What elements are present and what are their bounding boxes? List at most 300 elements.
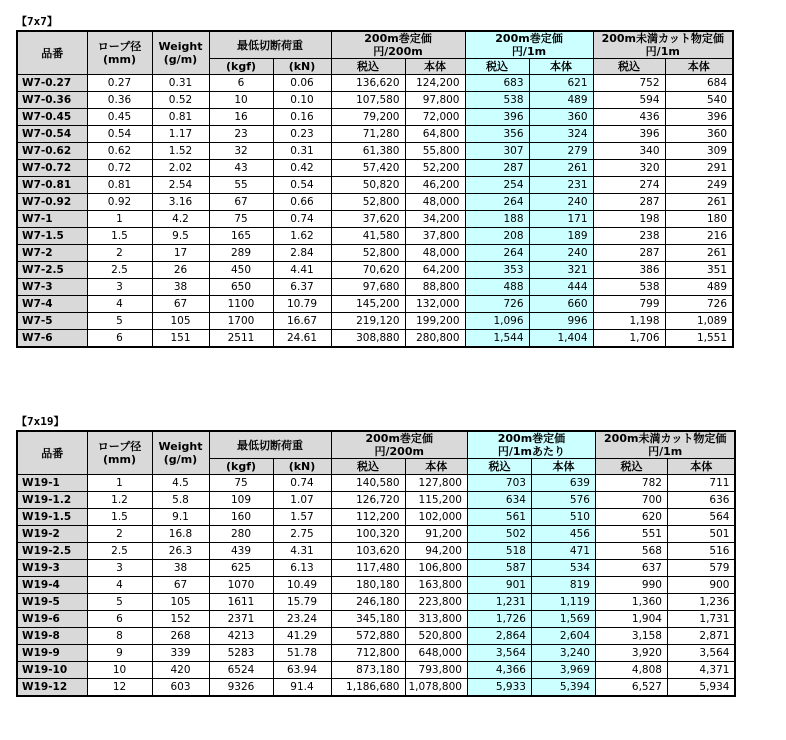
header-tax-in: 税込 bbox=[595, 459, 667, 475]
header-diameter: ロープ径 (mm) bbox=[87, 31, 152, 75]
cell-diameter: 12 bbox=[87, 679, 152, 697]
cell-cut-base: 360 bbox=[665, 126, 733, 143]
cell-cut-tax-in: 799 bbox=[593, 296, 665, 313]
cell-cut-base: 261 bbox=[665, 245, 733, 262]
cell-per-m-tax-in: 587 bbox=[467, 560, 531, 577]
cell-200m-tax-in: 100,320 bbox=[331, 526, 405, 543]
table-row bbox=[17, 628, 735, 645]
cell-weight: 1.52 bbox=[152, 143, 209, 160]
cell-cut-tax-in: 198 bbox=[593, 211, 665, 228]
header-weight: Weight (g/m) bbox=[152, 31, 209, 75]
cell-kn: 0.74 bbox=[273, 211, 331, 228]
cell-weight: 38 bbox=[152, 560, 209, 577]
cell-per-m-base: 279 bbox=[529, 143, 593, 160]
header-tax-in: 税込 bbox=[331, 459, 405, 475]
cell-per-m-tax-in: 287 bbox=[465, 160, 529, 177]
cell-per-m-base: 360 bbox=[529, 109, 593, 126]
cell-per-m-tax-in: 901 bbox=[467, 577, 531, 594]
cell-weight: 268 bbox=[152, 628, 209, 645]
cell-cut-tax-in: 386 bbox=[593, 262, 665, 279]
cell-200m-base: 64,800 bbox=[405, 126, 465, 143]
cell-200m-base: 520,800 bbox=[405, 628, 467, 645]
cell-diameter: 1 bbox=[87, 475, 152, 492]
cell-200m-base: 64,200 bbox=[405, 262, 465, 279]
cell-200m-base: 163,800 bbox=[405, 577, 467, 594]
cell-code: W7-2 bbox=[17, 245, 87, 262]
header-per-meter-price: 200m巻定価 円/1m bbox=[465, 31, 593, 59]
cell-200m-tax-in: 873,180 bbox=[331, 662, 405, 679]
table-row bbox=[17, 509, 735, 526]
cell-cut-tax-in: 6,527 bbox=[595, 679, 667, 697]
cell-kgf: 32 bbox=[209, 143, 273, 160]
cell-200m-base: 97,800 bbox=[405, 92, 465, 109]
cell-kgf: 625 bbox=[209, 560, 273, 577]
cell-200m-base: 52,200 bbox=[405, 160, 465, 177]
cell-code: W19-6 bbox=[17, 611, 87, 628]
cell-kgf: 650 bbox=[209, 279, 273, 296]
cell-cut-base: 5,934 bbox=[667, 679, 735, 697]
cell-diameter: 8 bbox=[87, 628, 152, 645]
header-tax-in: 税込 bbox=[593, 59, 665, 75]
cell-diameter: 2.5 bbox=[87, 262, 152, 279]
cell-per-m-tax-in: 264 bbox=[465, 245, 529, 262]
cell-kn: 0.66 bbox=[273, 194, 331, 211]
cell-diameter: 5 bbox=[87, 313, 152, 330]
cell-cut-tax-in: 1,198 bbox=[593, 313, 665, 330]
header-kn: (kN) bbox=[273, 59, 331, 75]
cell-200m-base: 46,200 bbox=[405, 177, 465, 194]
cell-weight: 603 bbox=[152, 679, 209, 697]
cell-cut-base: 564 bbox=[667, 509, 735, 526]
cell-kn: 0.31 bbox=[273, 143, 331, 160]
cell-weight: 26.3 bbox=[152, 543, 209, 560]
cell-per-m-base: 489 bbox=[529, 92, 593, 109]
table-row bbox=[17, 662, 735, 679]
cell-200m-base: 34,200 bbox=[405, 211, 465, 228]
cell-200m-tax-in: 712,800 bbox=[331, 645, 405, 662]
header-code: 品番 bbox=[17, 31, 87, 75]
table-row bbox=[17, 262, 733, 279]
cell-cut-tax-in: 1,706 bbox=[593, 330, 665, 348]
cell-kn: 4.31 bbox=[273, 543, 331, 560]
cell-diameter: 10 bbox=[87, 662, 152, 679]
cell-kgf: 289 bbox=[209, 245, 273, 262]
cell-200m-tax-in: 308,880 bbox=[331, 330, 405, 348]
cell-per-m-base: 510 bbox=[531, 509, 595, 526]
cell-kgf: 1070 bbox=[209, 577, 273, 594]
header-base: 本体 bbox=[405, 59, 465, 75]
cell-kn: 24.61 bbox=[273, 330, 331, 348]
cell-code: W7-0.62 bbox=[17, 143, 87, 160]
cell-diameter: 0.81 bbox=[87, 177, 152, 194]
cell-cut-tax-in: 594 bbox=[593, 92, 665, 109]
cell-code: W7-3 bbox=[17, 279, 87, 296]
header-200m-price: 200m巻定価 円/200m bbox=[331, 431, 467, 459]
cell-kn: 2.75 bbox=[273, 526, 331, 543]
header-base: 本体 bbox=[531, 459, 595, 475]
cell-200m-tax-in: 61,380 bbox=[331, 143, 405, 160]
table-row bbox=[17, 475, 735, 492]
header-tax-in: 税込 bbox=[467, 459, 531, 475]
cell-diameter: 1.5 bbox=[87, 509, 152, 526]
table-row bbox=[17, 679, 735, 697]
cell-per-m-base: 240 bbox=[529, 194, 593, 211]
cell-cut-base: 684 bbox=[665, 75, 733, 92]
cell-code: W19-1.5 bbox=[17, 509, 87, 526]
cell-per-m-tax-in: 1,726 bbox=[467, 611, 531, 628]
header-base: 本体 bbox=[667, 459, 735, 475]
cell-weight: 5.8 bbox=[152, 492, 209, 509]
cell-200m-base: 48,000 bbox=[405, 194, 465, 211]
cell-kgf: 1700 bbox=[209, 313, 273, 330]
cell-per-m-tax-in: 1,096 bbox=[465, 313, 529, 330]
cell-per-m-base: 660 bbox=[529, 296, 593, 313]
cell-per-m-base: 639 bbox=[531, 475, 595, 492]
header-cut-price: 200m未満カット物定価 円/1m bbox=[595, 431, 735, 459]
cell-per-m-tax-in: 356 bbox=[465, 126, 529, 143]
cell-200m-base: 72,000 bbox=[405, 109, 465, 126]
cell-per-m-base: 576 bbox=[531, 492, 595, 509]
cell-kn: 1.62 bbox=[273, 228, 331, 245]
cell-per-m-tax-in: 396 bbox=[465, 109, 529, 126]
cell-200m-tax-in: 145,200 bbox=[331, 296, 405, 313]
cell-200m-base: 115,200 bbox=[405, 492, 467, 509]
cell-per-m-base: 2,604 bbox=[531, 628, 595, 645]
header-breaking-load: 最低切断荷重 bbox=[209, 431, 331, 459]
table-7x19-section bbox=[16, 414, 736, 697]
cell-kgf: 9326 bbox=[209, 679, 273, 697]
header-base: 本体 bbox=[529, 59, 593, 75]
cell-weight: 2.02 bbox=[152, 160, 209, 177]
header-kgf: (kgf) bbox=[209, 459, 273, 475]
cell-diameter: 2.5 bbox=[87, 543, 152, 560]
cell-diameter: 4 bbox=[87, 577, 152, 594]
cell-per-m-tax-in: 4,366 bbox=[467, 662, 531, 679]
cell-cut-tax-in: 1,360 bbox=[595, 594, 667, 611]
cell-code: W7-5 bbox=[17, 313, 87, 330]
cell-per-m-tax-in: 5,933 bbox=[467, 679, 531, 697]
cell-code: W19-9 bbox=[17, 645, 87, 662]
cell-200m-base: 91,200 bbox=[405, 526, 467, 543]
cell-200m-tax-in: 180,180 bbox=[331, 577, 405, 594]
cell-diameter: 1.2 bbox=[87, 492, 152, 509]
cell-cut-tax-in: 637 bbox=[595, 560, 667, 577]
table-row bbox=[17, 313, 733, 330]
cell-code: W19-5 bbox=[17, 594, 87, 611]
cell-kgf: 280 bbox=[209, 526, 273, 543]
table-row bbox=[17, 543, 735, 560]
cell-code: W7-0.54 bbox=[17, 126, 87, 143]
cell-diameter: 4 bbox=[87, 296, 152, 313]
cell-cut-tax-in: 436 bbox=[593, 109, 665, 126]
cell-kn: 1.07 bbox=[273, 492, 331, 509]
cell-diameter: 0.45 bbox=[87, 109, 152, 126]
cell-per-m-base: 456 bbox=[531, 526, 595, 543]
cell-weight: 105 bbox=[152, 313, 209, 330]
cell-code: W19-1.2 bbox=[17, 492, 87, 509]
cell-per-m-base: 240 bbox=[529, 245, 593, 262]
table-row bbox=[17, 194, 733, 211]
table-row bbox=[17, 245, 733, 262]
cell-kn: 1.57 bbox=[273, 509, 331, 526]
cell-kgf: 5283 bbox=[209, 645, 273, 662]
cell-cut-base: 1,731 bbox=[667, 611, 735, 628]
cell-kgf: 55 bbox=[209, 177, 273, 194]
cell-diameter: 6 bbox=[87, 611, 152, 628]
cell-kgf: 75 bbox=[209, 475, 273, 492]
cell-200m-tax-in: 71,280 bbox=[331, 126, 405, 143]
cell-code: W7-0.81 bbox=[17, 177, 87, 194]
cell-kn: 10.79 bbox=[273, 296, 331, 313]
cell-cut-base: 711 bbox=[667, 475, 735, 492]
cell-cut-base: 900 bbox=[667, 577, 735, 594]
cell-per-m-tax-in: 683 bbox=[465, 75, 529, 92]
cell-per-m-base: 3,240 bbox=[531, 645, 595, 662]
cell-kn: 2.84 bbox=[273, 245, 331, 262]
table-row bbox=[17, 228, 733, 245]
cell-weight: 67 bbox=[152, 296, 209, 313]
cell-kgf: 75 bbox=[209, 211, 273, 228]
cell-per-m-base: 3,969 bbox=[531, 662, 595, 679]
cell-diameter: 0.92 bbox=[87, 194, 152, 211]
cell-weight: 151 bbox=[152, 330, 209, 348]
cell-per-m-base: 5,394 bbox=[531, 679, 595, 697]
cell-weight: 339 bbox=[152, 645, 209, 662]
cell-per-m-base: 324 bbox=[529, 126, 593, 143]
cell-kn: 23.24 bbox=[273, 611, 331, 628]
cell-200m-base: 37,800 bbox=[405, 228, 465, 245]
cell-per-m-tax-in: 488 bbox=[465, 279, 529, 296]
cell-per-m-tax-in: 353 bbox=[465, 262, 529, 279]
cell-200m-tax-in: 572,880 bbox=[331, 628, 405, 645]
cell-kgf: 439 bbox=[209, 543, 273, 560]
cell-diameter: 3 bbox=[87, 279, 152, 296]
cell-cut-base: 2,871 bbox=[667, 628, 735, 645]
cell-kgf: 4213 bbox=[209, 628, 273, 645]
cell-cut-tax-in: 568 bbox=[595, 543, 667, 560]
table-7x7-section bbox=[16, 14, 734, 348]
cell-kn: 41.29 bbox=[273, 628, 331, 645]
cell-per-m-tax-in: 3,564 bbox=[467, 645, 531, 662]
cell-cut-tax-in: 4,808 bbox=[595, 662, 667, 679]
cell-per-m-base: 171 bbox=[529, 211, 593, 228]
cell-code: W7-1 bbox=[17, 211, 87, 228]
cell-code: W19-3 bbox=[17, 560, 87, 577]
cell-per-m-tax-in: 2,864 bbox=[467, 628, 531, 645]
cell-kgf: 67 bbox=[209, 194, 273, 211]
cell-diameter: 0.54 bbox=[87, 126, 152, 143]
cell-200m-base: 132,000 bbox=[405, 296, 465, 313]
cell-200m-base: 102,000 bbox=[405, 509, 467, 526]
cell-weight: 9.5 bbox=[152, 228, 209, 245]
table-row bbox=[17, 526, 735, 543]
cell-code: W19-10 bbox=[17, 662, 87, 679]
cell-per-m-tax-in: 634 bbox=[467, 492, 531, 509]
cell-kn: 0.74 bbox=[273, 475, 331, 492]
table-title: 【7x19】 bbox=[16, 415, 65, 428]
cell-weight: 16.8 bbox=[152, 526, 209, 543]
cell-per-m-tax-in: 254 bbox=[465, 177, 529, 194]
cell-200m-tax-in: 126,720 bbox=[331, 492, 405, 509]
cell-200m-base: 199,200 bbox=[405, 313, 465, 330]
cell-cut-base: 1,236 bbox=[667, 594, 735, 611]
header-breaking-load: 最低切断荷重 bbox=[209, 31, 331, 59]
price-table-7x19 bbox=[16, 430, 736, 697]
cell-per-m-tax-in: 307 bbox=[465, 143, 529, 160]
cell-cut-base: 516 bbox=[667, 543, 735, 560]
table-row bbox=[17, 645, 735, 662]
header-kgf: (kgf) bbox=[209, 59, 273, 75]
cell-code: W7-1.5 bbox=[17, 228, 87, 245]
cell-kgf: 1100 bbox=[209, 296, 273, 313]
cell-kn: 0.16 bbox=[273, 109, 331, 126]
header-diameter: ロープ径 (mm) bbox=[87, 431, 152, 475]
cell-cut-tax-in: 1,904 bbox=[595, 611, 667, 628]
cell-weight: 26 bbox=[152, 262, 209, 279]
cell-kgf: 23 bbox=[209, 126, 273, 143]
cell-code: W7-0.92 bbox=[17, 194, 87, 211]
cell-200m-base: 223,800 bbox=[405, 594, 467, 611]
header-tax-in: 税込 bbox=[331, 59, 405, 75]
cell-weight: 4.2 bbox=[152, 211, 209, 228]
cell-200m-tax-in: 219,120 bbox=[331, 313, 405, 330]
cell-cut-tax-in: 320 bbox=[593, 160, 665, 177]
header-tax-in: 税込 bbox=[465, 59, 529, 75]
table-row bbox=[17, 296, 733, 313]
cell-cut-tax-in: 274 bbox=[593, 177, 665, 194]
cell-diameter: 2 bbox=[87, 526, 152, 543]
cell-weight: 105 bbox=[152, 594, 209, 611]
cell-cut-tax-in: 238 bbox=[593, 228, 665, 245]
cell-200m-tax-in: 52,800 bbox=[331, 245, 405, 262]
cell-cut-base: 3,564 bbox=[667, 645, 735, 662]
cell-kgf: 109 bbox=[209, 492, 273, 509]
table-row bbox=[17, 492, 735, 509]
cell-200m-tax-in: 41,580 bbox=[331, 228, 405, 245]
header-200m-price: 200m巻定価 円/200m bbox=[331, 31, 465, 59]
table-row bbox=[17, 143, 733, 160]
cell-200m-tax-in: 136,620 bbox=[331, 75, 405, 92]
cell-diameter: 5 bbox=[87, 594, 152, 611]
cell-per-m-base: 1,119 bbox=[531, 594, 595, 611]
cell-200m-base: 48,000 bbox=[405, 245, 465, 262]
cell-code: W7-0.27 bbox=[17, 75, 87, 92]
cell-code: W19-8 bbox=[17, 628, 87, 645]
cell-weight: 17 bbox=[152, 245, 209, 262]
table-row bbox=[17, 211, 733, 228]
cell-cut-base: 216 bbox=[665, 228, 733, 245]
cell-kn: 0.42 bbox=[273, 160, 331, 177]
cell-weight: 0.52 bbox=[152, 92, 209, 109]
cell-code: W19-2 bbox=[17, 526, 87, 543]
cell-cut-base: 396 bbox=[665, 109, 733, 126]
cell-kn: 6.37 bbox=[273, 279, 331, 296]
cell-code: W7-0.45 bbox=[17, 109, 87, 126]
cell-200m-tax-in: 70,620 bbox=[331, 262, 405, 279]
cell-cut-tax-in: 287 bbox=[593, 245, 665, 262]
cell-200m-base: 313,800 bbox=[405, 611, 467, 628]
cell-per-m-base: 534 bbox=[531, 560, 595, 577]
cell-kn: 0.06 bbox=[273, 75, 331, 92]
cell-200m-base: 648,000 bbox=[405, 645, 467, 662]
cell-cut-base: 309 bbox=[665, 143, 733, 160]
cell-code: W19-2.5 bbox=[17, 543, 87, 560]
cell-cut-base: 351 bbox=[665, 262, 733, 279]
cell-cut-tax-in: 620 bbox=[595, 509, 667, 526]
cell-kgf: 2511 bbox=[209, 330, 273, 348]
cell-per-m-base: 261 bbox=[529, 160, 593, 177]
cell-cut-base: 291 bbox=[665, 160, 733, 177]
table-row bbox=[17, 279, 733, 296]
cell-weight: 38 bbox=[152, 279, 209, 296]
table-row bbox=[17, 177, 733, 194]
cell-per-m-base: 444 bbox=[529, 279, 593, 296]
cell-per-m-tax-in: 502 bbox=[467, 526, 531, 543]
cell-200m-tax-in: 103,620 bbox=[331, 543, 405, 560]
cell-200m-tax-in: 246,180 bbox=[331, 594, 405, 611]
table-row bbox=[17, 126, 733, 143]
table-row bbox=[17, 109, 733, 126]
cell-cut-tax-in: 700 bbox=[595, 492, 667, 509]
cell-cut-tax-in: 538 bbox=[593, 279, 665, 296]
table-row bbox=[17, 577, 735, 594]
cell-200m-base: 127,800 bbox=[405, 475, 467, 492]
cell-per-m-tax-in: 1,231 bbox=[467, 594, 531, 611]
cell-code: W7-0.36 bbox=[17, 92, 87, 109]
cell-200m-tax-in: 112,200 bbox=[331, 509, 405, 526]
cell-per-m-base: 231 bbox=[529, 177, 593, 194]
cell-weight: 2.54 bbox=[152, 177, 209, 194]
cell-cut-base: 726 bbox=[665, 296, 733, 313]
cell-cut-tax-in: 551 bbox=[595, 526, 667, 543]
cell-kn: 0.23 bbox=[273, 126, 331, 143]
cell-cut-base: 1,089 bbox=[665, 313, 733, 330]
cell-per-m-tax-in: 726 bbox=[465, 296, 529, 313]
header-cut-price: 200m未満カット物定価 円/1m bbox=[593, 31, 733, 59]
cell-weight: 0.81 bbox=[152, 109, 209, 126]
cell-per-m-tax-in: 561 bbox=[467, 509, 531, 526]
table-row bbox=[17, 75, 733, 92]
cell-per-m-base: 621 bbox=[529, 75, 593, 92]
table-row bbox=[17, 560, 735, 577]
cell-cut-base: 501 bbox=[667, 526, 735, 543]
cell-code: W19-1 bbox=[17, 475, 87, 492]
cell-diameter: 1 bbox=[87, 211, 152, 228]
cell-weight: 4.5 bbox=[152, 475, 209, 492]
cell-per-m-tax-in: 538 bbox=[465, 92, 529, 109]
cell-per-m-base: 1,404 bbox=[529, 330, 593, 348]
cell-kn: 16.67 bbox=[273, 313, 331, 330]
cell-200m-base: 88,800 bbox=[405, 279, 465, 296]
cell-200m-tax-in: 52,800 bbox=[331, 194, 405, 211]
cell-per-m-tax-in: 208 bbox=[465, 228, 529, 245]
cell-weight: 1.17 bbox=[152, 126, 209, 143]
cell-cut-tax-in: 3,920 bbox=[595, 645, 667, 662]
cell-code: W7-6 bbox=[17, 330, 87, 348]
cell-diameter: 0.62 bbox=[87, 143, 152, 160]
cell-kgf: 16 bbox=[209, 109, 273, 126]
cell-diameter: 9 bbox=[87, 645, 152, 662]
cell-per-m-base: 321 bbox=[529, 262, 593, 279]
cell-cut-base: 1,551 bbox=[665, 330, 733, 348]
cell-code: W7-2.5 bbox=[17, 262, 87, 279]
cell-200m-base: 1,078,800 bbox=[405, 679, 467, 697]
cell-cut-tax-in: 752 bbox=[593, 75, 665, 92]
cell-cut-tax-in: 396 bbox=[593, 126, 665, 143]
cell-kgf: 160 bbox=[209, 509, 273, 526]
header-per-meter-price: 200m巻定価 円/1mあたり bbox=[467, 431, 595, 459]
cell-kgf: 6524 bbox=[209, 662, 273, 679]
